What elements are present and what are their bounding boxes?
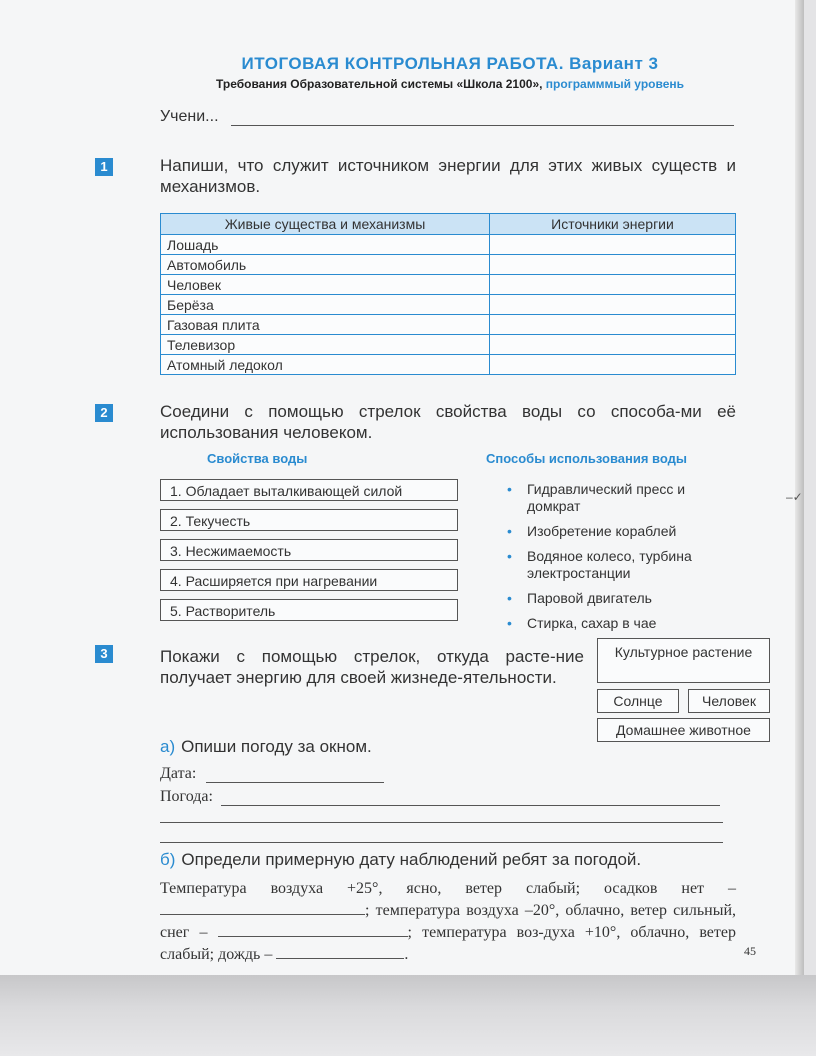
table-cell-item: Берёза (161, 295, 490, 315)
table-row (161, 275, 736, 295)
part-a-text: Опиши погоду за окном. (181, 737, 372, 756)
task-number-1: 1 (95, 158, 113, 176)
table-cell-answer[interactable] (490, 355, 736, 375)
weather-field[interactable] (221, 790, 720, 806)
uses-list (507, 481, 737, 640)
table-row (161, 235, 736, 255)
use-item[interactable]: • Водяное колесо, турбина электростанции (507, 548, 737, 582)
table-cell-item: Газовая плита (161, 315, 490, 335)
part-a-heading (160, 737, 372, 757)
part-a-letter: а) (160, 737, 176, 756)
pet-box[interactable]: Домашнее животное (597, 718, 770, 742)
table-row (161, 335, 736, 355)
use-item[interactable]: • Паровой двигатель (507, 590, 737, 607)
property-box[interactable]: 4. Расширяется при нагревании (160, 569, 458, 591)
weather-line-3[interactable] (160, 842, 723, 843)
student-label: Учени... (160, 108, 219, 125)
part-b-seg3: ; температура воз-духа +10°, облачно, ветер слабый; дождь – (160, 924, 736, 963)
sun-box[interactable]: Солнце (597, 689, 679, 713)
table-header-row (161, 214, 736, 235)
task1-text: Напиши, что служит источником энергии для этих живых существ и механизмов. (160, 156, 736, 196)
table-row (161, 295, 736, 315)
property-box[interactable]: 5. Растворитель (160, 599, 458, 621)
use-item[interactable]: • Стирка, сахар в чае (507, 615, 737, 632)
part-b-letter: б) (160, 850, 176, 869)
task-number-3: 3 (95, 645, 113, 663)
human-box[interactable]: Человек (688, 689, 770, 713)
table-cell-answer[interactable] (490, 295, 736, 315)
subtitle-main: Требования Образовательной системы «Школа 2100», (215, 77, 543, 91)
table-row (161, 255, 736, 275)
date-blank-1[interactable] (160, 900, 365, 915)
page-edge (795, 0, 804, 975)
task3-text: Покажи с помощью стрелок, откуда расте-ние получает энергию для своей жизнеде-ятельности. (160, 647, 584, 687)
property-box[interactable]: 1. Обладает выталкивающей силой (160, 479, 458, 501)
uses-heading: Способы использования воды (486, 451, 687, 466)
table-cell-item: Автомобиль (161, 255, 490, 275)
property-box[interactable]: 2. Текучесть (160, 509, 458, 531)
part-b-text: Определи примерную дату наблюдений ребят за погодой. (181, 850, 642, 869)
subtitle-level: программмый уровень (545, 77, 684, 91)
table-row (161, 355, 736, 375)
weather-row (160, 786, 736, 806)
table-cell-item: Атомный ледокол (161, 355, 490, 375)
student-name-field[interactable] (231, 109, 734, 126)
date-field[interactable] (206, 767, 384, 783)
margin-mark: –✓ (786, 490, 803, 504)
table-cell-item: Лошадь (161, 235, 490, 255)
property-box[interactable]: 3. Несжимаемость (160, 539, 458, 561)
weather-line-2[interactable] (160, 822, 723, 823)
table-cell-item: Человек (161, 275, 490, 295)
table-cell-answer[interactable] (490, 275, 736, 295)
date-blank-2[interactable] (218, 922, 408, 937)
table-row (161, 315, 736, 335)
properties-heading: Свойства воды (207, 451, 308, 466)
table-cell-answer[interactable] (490, 315, 736, 335)
energy-table (160, 213, 736, 375)
use-item[interactable]: • Изобретение кораблей (507, 523, 737, 540)
date-label: Дата: (160, 765, 197, 782)
task2-text: Соедини с помощью стрелок свойства воды со способа-ми её использования человеком. (160, 402, 736, 442)
use-item[interactable]: • Гидравлический пресс и домкрат (507, 481, 737, 515)
weather-label: Погода: (160, 788, 213, 805)
part-b-seg1: Температура воздуха +25°, ясно, ветер слабый; осадков нет – (160, 880, 736, 897)
page-number: 45 (744, 944, 756, 958)
task-number-2: 2 (95, 404, 113, 422)
table-cell-item: Телевизор (161, 335, 490, 355)
student-name-row (160, 102, 734, 126)
page-subtitle (160, 77, 740, 91)
table-header-creatures: Живые существа и механизмы (161, 214, 490, 235)
part-b-seg2: ; температура воздуха –20°, облачно, ветер сильный, снег – (160, 902, 736, 941)
page-title: ИТОГОВАЯ КОНТРОЛЬНАЯ РАБОТА. Вариант 3 (241, 54, 659, 73)
part-b-paragraph (160, 878, 736, 966)
table-cell-answer[interactable] (490, 335, 736, 355)
plant-box[interactable]: Культурное растение (597, 638, 770, 683)
table-cell-answer[interactable] (490, 235, 736, 255)
date-row (160, 763, 384, 783)
date-blank-3[interactable] (276, 944, 404, 959)
table-header-sources: Источники энергии (490, 214, 736, 235)
scan-shadow (0, 975, 816, 1056)
table-cell-answer[interactable] (490, 255, 736, 275)
part-b-seg4: . (404, 946, 409, 963)
part-b-heading (160, 850, 641, 870)
